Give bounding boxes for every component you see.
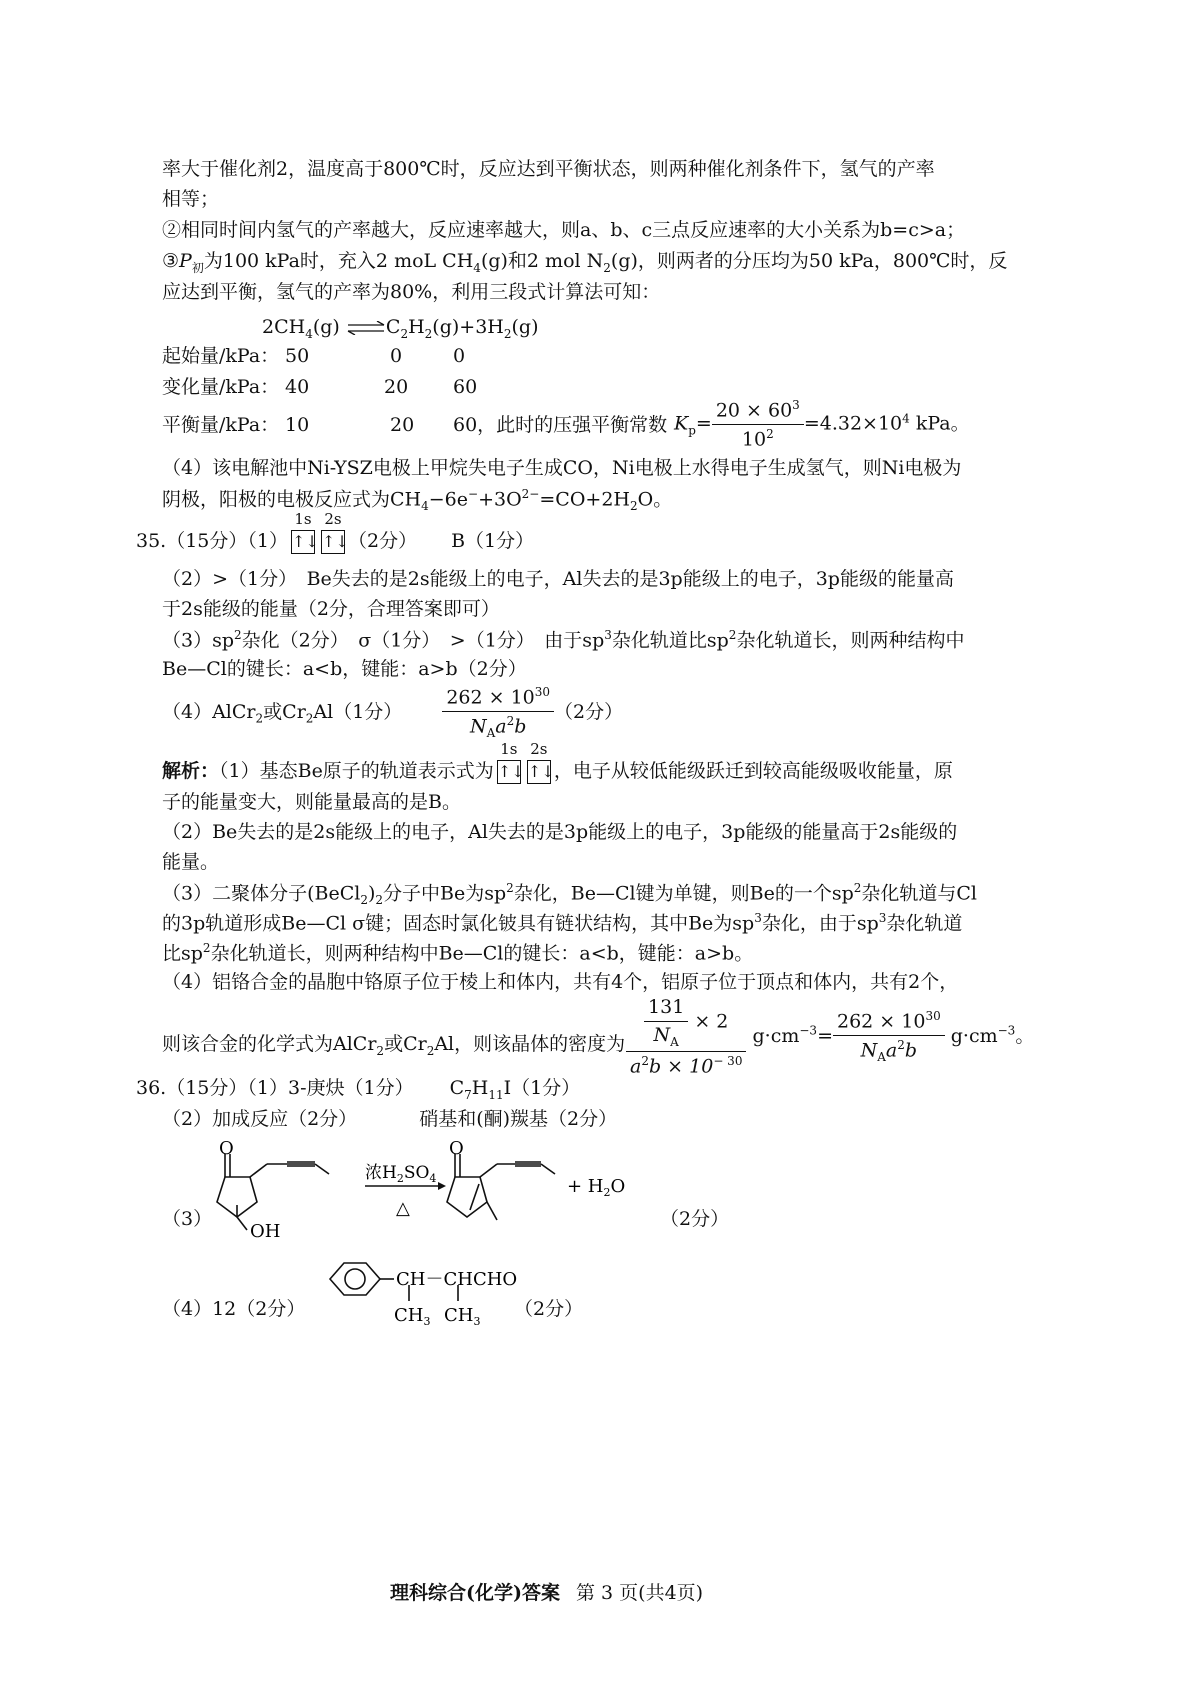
part4-structure <box>318 1255 578 1335</box>
equilibrium-equation: $2CH_4(g)$ $C_2H_2(g)+3H_2(g)$ <box>262 316 539 341</box>
q35-part4: （4）AlCr$_2$或$Cr_2Al(1$分） $\frac{262 \times 10^{30}}{N_Aa^2b}$ （2分） <box>162 685 624 741</box>
methyl-label: $CH_3$ <box>444 1305 481 1328</box>
row-label: 平衡量/kPa： <box>162 414 280 436</box>
orbital-1s: 1s ↑↓ <box>291 530 315 554</box>
row-value: 0 <box>453 345 466 367</box>
orbital-2s: 2s ↑↓ <box>321 530 345 554</box>
analysis-line1: 解析：（1）基态Be原子的轨道表示式为 1s ↑↓ 2s ↑↓，电子从较低能级跃迁到较高能级吸收能量，原 <box>162 740 953 782</box>
reagent-label: 浓$H_2SO_4$ <box>365 1163 437 1185</box>
q36-part3-score: （2分） <box>660 1208 730 1230</box>
para-line: 应达到平衡，氢气的产率为80%，利用三段式计算法可知： <box>162 281 661 303</box>
reaction-scheme <box>195 1130 635 1250</box>
row-value: 20 <box>384 376 409 398</box>
footer: 理科综合(化学)答案 第 3 页(共4页) <box>390 1582 704 1604</box>
para-line: 子的能量变大，则能量最高的是B。 <box>162 791 461 813</box>
para-line: 于2s能级的能量（2分，合理答案即可） <box>162 598 500 620</box>
row-value: 60 <box>453 376 478 398</box>
density-fraction-1: $\frac{131}{N_A}$ × 2 $a^2b \times 10^{- 30}$ $g\cdot cm^{-3}=$ $\frac{262 \times 10^{30}}{N_Aa^2b}$ $g\cdot cm^{-3}$。 <box>626 996 1034 1078</box>
equilibrium-arrow-icon <box>346 321 386 335</box>
row-value: 10 <box>285 414 310 436</box>
water-label: + $H_2O$ <box>567 1176 626 1199</box>
para-line: $(3)sp^2$杂化（2分） σ（1分） >（1分） 由于$sp^3$杂化轨道比$sp^2$杂化轨道长，则两种结构中 <box>162 628 965 652</box>
row-value: 40 <box>285 376 310 398</box>
para-line: 的3p轨道形成Be—Cl σ键；固态时氯化铍具有链状结构，其中Be为$sp^3$杂化，由于$sp^3$杂化轨道 <box>162 911 963 935</box>
para-line: 率大于催化剂2，温度高于800℃时，反应达到平衡状态，则两种催化剂条件下，氢气的产率 <box>162 158 935 180</box>
hydroxyl-label: OH <box>250 1221 281 1242</box>
methyl-label: $CH_3$ <box>394 1305 431 1328</box>
para-line: 相等； <box>162 188 220 210</box>
density-line: 则该合金的化学式为AlCr$_2$或$Cr_2Al$，则该晶体的密度为 <box>162 1033 626 1058</box>
row-value: 0 <box>390 345 403 367</box>
para-line: 能量。 <box>162 851 220 873</box>
row-label: 变化量/kPa： <box>162 376 280 398</box>
para-line: 比$sp^2$杂化轨道长，则两种结构中Be—Cl的键长：a<b，键能：a>b。 <box>162 941 754 965</box>
para-line: （3）二聚体分子$(BeCl_2)_2$分子中Be为$sp^2$杂化，Be—Cl键为单键，则Be的一个$sp^2$杂化轨道与Cl <box>162 881 978 908</box>
reactant-structure <box>217 1154 329 1230</box>
para-line: （2）Be失去的是2s能级上的电子，Al失去的是3p能级上的电子，3p能级的能量高于2s能级的 <box>162 821 958 843</box>
carbonyl-o-label: O <box>449 1138 464 1159</box>
para-line: （4）铝铬合金的晶胞中铬原子位于棱上和体内，共有4个，铝原子位于顶点和体内，共有2个， <box>162 971 959 993</box>
orbital-1s: 1s ↑↓ <box>497 760 521 784</box>
para-line: ②相同时间内氢气的产率越大，反应速率越大，则a、b、c三点反应速率的大小关系为b=c>a； <box>162 219 966 241</box>
q36-line1: 36.（15分）（1）3-庚炔（1分） $C_7H_{11}I(1$分） <box>136 1077 581 1102</box>
q36-part4-label: （4）12（2分） <box>162 1298 306 1320</box>
chain-top-label: CH－CHCHO <box>396 1269 518 1290</box>
product-structure <box>447 1154 555 1220</box>
para-line: （2）>（1分） Be失去的是2s能级上的电子，Al失去的是3p能级上的电子，3p能级的能量高 <box>162 568 954 590</box>
para-line: $③P_初$为100 kPa时，充入2 moL $CH_4(g)$和2 mol $N_2(g)$，则两者的分压均为50 kPa，800℃时，反 <box>162 250 1008 275</box>
para-line: （4）该电解池中Ni-YSZ电极上甲烷失电子生成CO，Ni电极上水得电子生成氢气，则Ni电极为 <box>162 457 962 479</box>
row-label: 起始量/kPa： <box>162 345 280 367</box>
kp-formula: $K_p=$ $\frac{20 \times 60^3}{10^2}$ $=4.32\times 10^4$ kPa。 <box>674 398 970 451</box>
heat-label: △ <box>396 1198 410 1219</box>
q36-part3-label: （3） <box>162 1208 213 1230</box>
para-line: 阴极，阳极的电极反应式为$CH_4-6e^-+3O^{2-}=CO+2H_2O$。 <box>162 487 673 514</box>
orbital-2s: 2s ↑↓ <box>527 760 551 784</box>
para-line: Be—Cl的键长：a<b，键能：a>b（2分） <box>162 658 527 680</box>
row-value: 60，此时的压强平衡常数 <box>453 414 668 436</box>
q36-line2: （2）加成反应（2分） 硝基和(酮)羰基（2分） <box>162 1108 618 1130</box>
row-value: 50 <box>285 345 310 367</box>
row-value: 20 <box>390 414 415 436</box>
carbonyl-o-label: O <box>219 1138 234 1159</box>
q36-part4-score: （2分） <box>514 1298 584 1320</box>
q35-line1: 35.（15分）（1） 1s ↑↓ 2s ↑↓（2分） B（1分） <box>136 510 535 552</box>
